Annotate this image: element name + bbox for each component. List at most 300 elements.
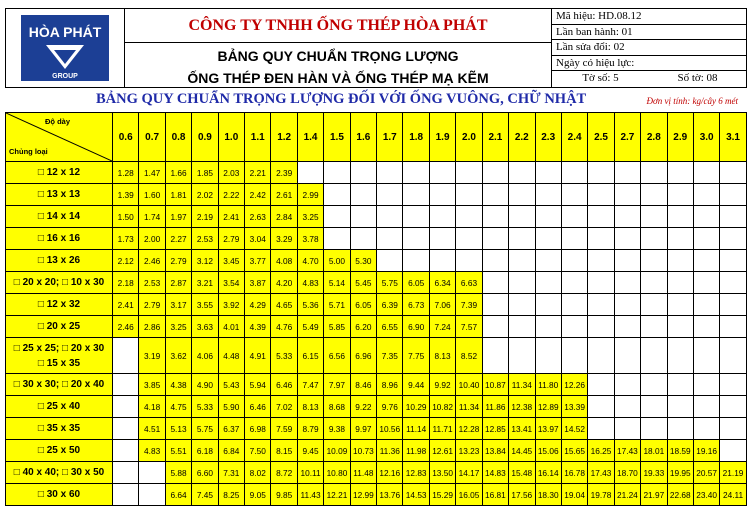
weight-cell: 2.27 bbox=[165, 228, 191, 250]
weight-cell: 6.60 bbox=[192, 462, 218, 484]
weight-cell: 9.38 bbox=[324, 418, 350, 440]
weight-cell bbox=[588, 396, 614, 418]
weight-cell bbox=[297, 162, 323, 184]
weight-cell: 4.18 bbox=[139, 396, 165, 418]
weight-cell: 2.61 bbox=[271, 184, 297, 206]
weight-cell bbox=[113, 484, 139, 506]
weight-cell bbox=[641, 206, 667, 228]
weight-cell bbox=[561, 250, 587, 272]
weight-cell bbox=[429, 162, 455, 184]
issue-number: Lần ban hành: 01 bbox=[552, 25, 746, 41]
weight-cell: 3.12 bbox=[192, 250, 218, 272]
weight-cell bbox=[561, 272, 587, 294]
weight-cell: 23.40 bbox=[693, 484, 719, 506]
weight-cell: 3.04 bbox=[245, 228, 271, 250]
weight-cell: 14.17 bbox=[456, 462, 482, 484]
weight-cell: 12.16 bbox=[377, 462, 403, 484]
table-row bbox=[6, 250, 747, 272]
row-label-text: □ 30 x 60 bbox=[37, 489, 81, 500]
weight-cell bbox=[429, 206, 455, 228]
thickness-header-cell: 2.8 bbox=[641, 113, 667, 162]
weight-cell bbox=[588, 338, 614, 374]
weight-cell: 12.83 bbox=[403, 462, 429, 484]
weight-cell: 5.33 bbox=[192, 396, 218, 418]
weight-cell bbox=[350, 228, 376, 250]
weight-cell: 13.39 bbox=[561, 396, 587, 418]
weight-cell bbox=[588, 184, 614, 206]
weight-cell: 8.25 bbox=[218, 484, 244, 506]
weight-cell: 12.38 bbox=[509, 396, 535, 418]
weight-cell: 13.23 bbox=[456, 440, 482, 462]
thickness-header-cell: 1.4 bbox=[297, 113, 323, 162]
weight-cell: 6.56 bbox=[324, 338, 350, 374]
weight-cell: 20.57 bbox=[693, 462, 719, 484]
weight-cell: 2.99 bbox=[297, 184, 323, 206]
weight-cell bbox=[614, 294, 640, 316]
weight-cell bbox=[667, 272, 693, 294]
weight-cell: 9.45 bbox=[297, 440, 323, 462]
weight-cell: 10.11 bbox=[297, 462, 323, 484]
weight-cell: 1.28 bbox=[113, 162, 139, 184]
weight-cell bbox=[324, 184, 350, 206]
row-label-text: □ 25 x 40 bbox=[37, 401, 81, 412]
thickness-header-cell: 1.9 bbox=[429, 113, 455, 162]
weight-cell bbox=[456, 250, 482, 272]
weight-cell: 2.12 bbox=[113, 250, 139, 272]
weight-cell: 7.75 bbox=[403, 338, 429, 374]
weight-cell bbox=[535, 162, 561, 184]
weight-cell bbox=[139, 484, 165, 506]
weight-cell bbox=[693, 228, 719, 250]
weight-cell: 1.60 bbox=[139, 184, 165, 206]
thickness-header-cell: 3.0 bbox=[693, 113, 719, 162]
weight-cell bbox=[667, 396, 693, 418]
weight-cell bbox=[377, 228, 403, 250]
thickness-header-cell: 2.3 bbox=[535, 113, 561, 162]
weight-cell: 8.02 bbox=[245, 462, 271, 484]
weight-cell: 5.88 bbox=[165, 462, 191, 484]
weight-cell: 15.06 bbox=[535, 440, 561, 462]
weight-cell: 6.46 bbox=[271, 374, 297, 396]
weight-cell: 2.41 bbox=[218, 206, 244, 228]
row-label bbox=[6, 440, 113, 462]
weight-cell: 10.80 bbox=[324, 462, 350, 484]
weight-cell bbox=[456, 162, 482, 184]
weight-cell bbox=[482, 294, 508, 316]
weight-cell bbox=[509, 162, 535, 184]
table-row bbox=[6, 162, 747, 184]
weight-cell: 13.76 bbox=[377, 484, 403, 506]
weight-cell: 6.96 bbox=[350, 338, 376, 374]
weight-cell: 6.98 bbox=[245, 418, 271, 440]
weight-cell bbox=[588, 162, 614, 184]
weight-cell: 4.29 bbox=[245, 294, 271, 316]
weight-cell bbox=[693, 162, 719, 184]
weight-cell bbox=[641, 374, 667, 396]
table-row bbox=[6, 184, 747, 206]
weight-cell: 5.71 bbox=[324, 294, 350, 316]
thickness-header-cell: 2.0 bbox=[456, 113, 482, 162]
weight-cell bbox=[456, 228, 482, 250]
thickness-header-cell: 0.6 bbox=[113, 113, 139, 162]
weight-cell: 1.81 bbox=[165, 184, 191, 206]
weight-cell: 11.43 bbox=[297, 484, 323, 506]
weight-cell bbox=[614, 418, 640, 440]
weight-cell bbox=[139, 462, 165, 484]
weight-cell bbox=[482, 250, 508, 272]
weight-cell: 4.01 bbox=[218, 316, 244, 338]
logo-brand-text: HÒA PHÁT bbox=[28, 24, 102, 40]
row-label-text: □ 20 x 25 bbox=[37, 321, 81, 332]
weight-cell bbox=[403, 206, 429, 228]
weight-cell: 7.50 bbox=[245, 440, 271, 462]
document-title-line1: BẢNG QUY CHUẨN TRỌNG LƯỢNG bbox=[217, 48, 459, 64]
weight-cell bbox=[641, 418, 667, 440]
weight-cell bbox=[720, 184, 746, 206]
row-label bbox=[6, 418, 113, 440]
weight-cell: 1.73 bbox=[113, 228, 139, 250]
weight-cell: 12.89 bbox=[535, 396, 561, 418]
weight-cell: 10.29 bbox=[403, 396, 429, 418]
weight-cell: 7.02 bbox=[271, 396, 297, 418]
weight-cell: 8.79 bbox=[297, 418, 323, 440]
weight-cell bbox=[324, 206, 350, 228]
weight-cell bbox=[535, 294, 561, 316]
weight-cell: 5.75 bbox=[192, 418, 218, 440]
weight-cell: 4.39 bbox=[245, 316, 271, 338]
weight-cell bbox=[693, 418, 719, 440]
row-label-text: □ 12 x 32 bbox=[37, 299, 81, 310]
weight-cell bbox=[113, 462, 139, 484]
weight-cell: 7.47 bbox=[297, 374, 323, 396]
weight-cell: 6.34 bbox=[429, 272, 455, 294]
weight-cell: 19.16 bbox=[693, 440, 719, 462]
weight-cell bbox=[561, 184, 587, 206]
thickness-header-cell: 2.5 bbox=[588, 113, 614, 162]
weight-cell: 2.02 bbox=[192, 184, 218, 206]
weight-cell bbox=[561, 338, 587, 374]
weight-cell: 2.87 bbox=[165, 272, 191, 294]
weight-cell: 2.42 bbox=[245, 184, 271, 206]
weight-cell bbox=[561, 228, 587, 250]
weight-cell: 10.82 bbox=[429, 396, 455, 418]
weight-cell bbox=[693, 250, 719, 272]
weight-cell bbox=[641, 272, 667, 294]
weight-cell: 5.75 bbox=[377, 272, 403, 294]
weight-cell bbox=[614, 250, 640, 272]
weight-cell bbox=[482, 316, 508, 338]
weight-cell bbox=[403, 162, 429, 184]
table-row bbox=[6, 272, 747, 294]
weight-cell: 4.83 bbox=[139, 440, 165, 462]
weight-cell bbox=[429, 228, 455, 250]
weight-cell: 9.22 bbox=[350, 396, 376, 418]
weight-cell: 1.74 bbox=[139, 206, 165, 228]
header-title-block bbox=[125, 9, 552, 87]
weight-cell: 9.85 bbox=[271, 484, 297, 506]
weight-cell: 1.85 bbox=[192, 162, 218, 184]
weight-cell bbox=[113, 396, 139, 418]
weight-cell: 18.59 bbox=[667, 440, 693, 462]
weight-cell bbox=[509, 272, 535, 294]
weight-cell: 5.90 bbox=[218, 396, 244, 418]
weight-cell bbox=[720, 418, 746, 440]
weight-cell: 2.46 bbox=[113, 316, 139, 338]
weight-cell: 6.15 bbox=[297, 338, 323, 374]
weight-cell bbox=[667, 338, 693, 374]
doc-code: Mã hiệu: HD.08.12 bbox=[552, 9, 746, 25]
weight-cell bbox=[641, 294, 667, 316]
weight-cell bbox=[535, 184, 561, 206]
weight-cell: 4.08 bbox=[271, 250, 297, 272]
unit-note: Đơn vị tính: kg/cây 6 mét bbox=[646, 96, 738, 106]
row-label bbox=[6, 316, 113, 338]
row-label-text: □ 13 x 26 bbox=[37, 255, 81, 266]
table-row bbox=[6, 484, 747, 506]
document-info-block bbox=[552, 9, 746, 87]
weight-cell: 6.18 bbox=[192, 440, 218, 462]
weight-cell: 3.54 bbox=[218, 272, 244, 294]
weight-cell bbox=[377, 184, 403, 206]
weight-cell: 5.43 bbox=[218, 374, 244, 396]
weight-cell: 7.31 bbox=[218, 462, 244, 484]
weight-cell bbox=[561, 206, 587, 228]
weight-cell: 6.84 bbox=[218, 440, 244, 462]
weight-cell: 8.72 bbox=[271, 462, 297, 484]
weight-cell bbox=[641, 184, 667, 206]
weight-cell: 8.96 bbox=[377, 374, 403, 396]
weight-cell bbox=[667, 206, 693, 228]
weight-cell bbox=[667, 228, 693, 250]
weight-cell: 10.56 bbox=[377, 418, 403, 440]
weight-cell: 9.44 bbox=[403, 374, 429, 396]
weight-cell: 4.70 bbox=[297, 250, 323, 272]
weight-cell bbox=[588, 250, 614, 272]
row-label bbox=[6, 228, 113, 250]
thickness-header-cell: 1.5 bbox=[324, 113, 350, 162]
weight-cell: 14.45 bbox=[509, 440, 535, 462]
weight-cell: 1.97 bbox=[165, 206, 191, 228]
row-label bbox=[6, 338, 113, 374]
weight-cell bbox=[561, 316, 587, 338]
weight-cell bbox=[350, 184, 376, 206]
document-title-line2: ỐNG THÉP ĐEN HÀN VÀ ỐNG THÉP MẠ KẼM bbox=[187, 70, 489, 86]
row-label bbox=[6, 294, 113, 316]
thickness-header-row bbox=[6, 113, 747, 162]
weight-cell bbox=[509, 338, 535, 374]
weight-cell: 21.24 bbox=[614, 484, 640, 506]
weight-cell bbox=[667, 184, 693, 206]
weight-cell bbox=[324, 228, 350, 250]
weight-cell: 6.05 bbox=[403, 272, 429, 294]
weight-cell bbox=[667, 374, 693, 396]
weight-cell bbox=[482, 228, 508, 250]
row-label-text: □ 35 x 35 bbox=[37, 423, 81, 434]
weight-cell: 18.30 bbox=[535, 484, 561, 506]
weight-cell bbox=[667, 418, 693, 440]
weight-cell bbox=[535, 250, 561, 272]
weight-cell: 3.55 bbox=[192, 294, 218, 316]
weight-cell: 2.79 bbox=[139, 294, 165, 316]
weight-cell: 7.57 bbox=[456, 316, 482, 338]
weight-cell: 1.39 bbox=[113, 184, 139, 206]
thickness-header-cell: 0.9 bbox=[192, 113, 218, 162]
weight-cell bbox=[509, 206, 535, 228]
table-row bbox=[6, 228, 747, 250]
weight-cell bbox=[482, 338, 508, 374]
row-label-text: □ 25 x 50 bbox=[37, 445, 81, 456]
weight-cell bbox=[693, 396, 719, 418]
row-label-text: □ 12 x 12 bbox=[37, 167, 81, 178]
weight-cell: 4.75 bbox=[165, 396, 191, 418]
table-row bbox=[6, 294, 747, 316]
weight-cell bbox=[588, 316, 614, 338]
weight-cell: 16.25 bbox=[588, 440, 614, 462]
weight-cell bbox=[641, 250, 667, 272]
weight-cell: 5.45 bbox=[350, 272, 376, 294]
weight-cell bbox=[403, 250, 429, 272]
weight-cell: 8.13 bbox=[429, 338, 455, 374]
row-label bbox=[6, 462, 113, 484]
weight-cell: 12.61 bbox=[429, 440, 455, 462]
weight-cell: 11.34 bbox=[509, 374, 535, 396]
weight-cell: 2.46 bbox=[139, 250, 165, 272]
weight-cell: 6.55 bbox=[377, 316, 403, 338]
weight-cell bbox=[456, 206, 482, 228]
weight-cell: 4.90 bbox=[192, 374, 218, 396]
weight-cell: 2.03 bbox=[218, 162, 244, 184]
weight-cell: 12.85 bbox=[482, 418, 508, 440]
weight-cell bbox=[429, 184, 455, 206]
weight-cell: 3.85 bbox=[139, 374, 165, 396]
row-label bbox=[6, 484, 113, 506]
weight-cell: 12.28 bbox=[456, 418, 482, 440]
weight-cell: 11.71 bbox=[429, 418, 455, 440]
thickness-header-cell: 1.1 bbox=[245, 113, 271, 162]
weight-cell bbox=[614, 338, 640, 374]
weight-cell: 2.79 bbox=[165, 250, 191, 272]
weight-cell: 6.63 bbox=[456, 272, 482, 294]
weight-cell: 2.84 bbox=[271, 206, 297, 228]
weight-cell: 6.46 bbox=[245, 396, 271, 418]
weight-cell bbox=[720, 396, 746, 418]
weight-cell: 16.81 bbox=[482, 484, 508, 506]
weight-cell bbox=[509, 316, 535, 338]
row-label bbox=[6, 206, 113, 228]
thickness-header-cell: 1.2 bbox=[271, 113, 297, 162]
weight-cell: 5.36 bbox=[297, 294, 323, 316]
weight-cell: 8.46 bbox=[350, 374, 376, 396]
weight-cell: 11.14 bbox=[403, 418, 429, 440]
thickness-header-cell: 1.0 bbox=[218, 113, 244, 162]
weight-cell bbox=[720, 162, 746, 184]
weight-cell bbox=[535, 206, 561, 228]
weight-cell: 3.25 bbox=[165, 316, 191, 338]
weight-cell: 4.83 bbox=[297, 272, 323, 294]
weight-cell: 2.79 bbox=[218, 228, 244, 250]
weight-cell: 2.63 bbox=[245, 206, 271, 228]
weight-cell: 7.35 bbox=[377, 338, 403, 374]
weight-cell: 4.65 bbox=[271, 294, 297, 316]
weight-cell bbox=[641, 228, 667, 250]
weight-cell: 4.91 bbox=[245, 338, 271, 374]
table-row bbox=[6, 396, 747, 418]
weight-cell bbox=[377, 206, 403, 228]
weight-cell bbox=[693, 294, 719, 316]
weight-cell bbox=[509, 250, 535, 272]
effective-date: Ngày có hiệu lực: bbox=[552, 56, 746, 72]
weight-cell: 10.40 bbox=[456, 374, 482, 396]
weight-cell: 7.39 bbox=[456, 294, 482, 316]
weight-cell bbox=[113, 338, 139, 374]
logo-group-text: GROUP bbox=[52, 73, 78, 80]
weight-cell bbox=[588, 418, 614, 440]
table-row bbox=[6, 418, 747, 440]
table-row bbox=[6, 462, 747, 484]
weight-cell bbox=[403, 184, 429, 206]
weight-cell: 3.87 bbox=[245, 272, 271, 294]
weight-cell bbox=[561, 294, 587, 316]
weight-cell: 4.20 bbox=[271, 272, 297, 294]
weight-cell bbox=[535, 316, 561, 338]
company-logo bbox=[6, 9, 125, 87]
thickness-header-cell: 2.9 bbox=[667, 113, 693, 162]
thickness-header-cell: 1.6 bbox=[350, 113, 376, 162]
weight-cell bbox=[720, 338, 746, 374]
weight-cell: 2.53 bbox=[139, 272, 165, 294]
weight-cell: 3.19 bbox=[139, 338, 165, 374]
weight-cell: 10.09 bbox=[324, 440, 350, 462]
weight-cell: 6.73 bbox=[403, 294, 429, 316]
thickness-header-cell: 2.7 bbox=[614, 113, 640, 162]
weight-cell bbox=[614, 162, 640, 184]
weight-cell bbox=[614, 374, 640, 396]
weight-cell bbox=[614, 272, 640, 294]
sheet-number: Tờ số: 5 bbox=[582, 72, 619, 85]
weight-cell: 6.37 bbox=[218, 418, 244, 440]
weight-cell: 16.14 bbox=[535, 462, 561, 484]
thickness-header-cell: 1.7 bbox=[377, 113, 403, 162]
weight-cell: 13.50 bbox=[429, 462, 455, 484]
weight-cell bbox=[641, 162, 667, 184]
weight-cell: 17.56 bbox=[509, 484, 535, 506]
weight-cell bbox=[720, 228, 746, 250]
weight-cell: 16.78 bbox=[561, 462, 587, 484]
weight-cell: 5.85 bbox=[324, 316, 350, 338]
weight-cell: 3.25 bbox=[297, 206, 323, 228]
corner-type-label: Chủng loại bbox=[9, 147, 48, 156]
weight-cell bbox=[113, 418, 139, 440]
weight-cell bbox=[693, 206, 719, 228]
weight-cell bbox=[509, 184, 535, 206]
row-label-text: □ 20 x 20; □ 10 x 30 bbox=[13, 277, 105, 288]
table-row bbox=[6, 338, 747, 374]
weight-cell: 2.41 bbox=[113, 294, 139, 316]
weight-cell bbox=[482, 272, 508, 294]
weight-cell: 6.05 bbox=[350, 294, 376, 316]
weight-cell bbox=[429, 250, 455, 272]
row-label-text: □ 13 x 13 bbox=[37, 189, 81, 200]
weight-cell bbox=[509, 228, 535, 250]
weight-cell: 2.22 bbox=[218, 184, 244, 206]
weight-cell: 12.26 bbox=[561, 374, 587, 396]
weight-cell bbox=[720, 294, 746, 316]
weight-cell: 5.30 bbox=[350, 250, 376, 272]
revision-number: Lần sửa đổi: 02 bbox=[552, 40, 746, 56]
weight-cell: 3.63 bbox=[192, 316, 218, 338]
weight-cell bbox=[614, 206, 640, 228]
weight-cell bbox=[456, 184, 482, 206]
